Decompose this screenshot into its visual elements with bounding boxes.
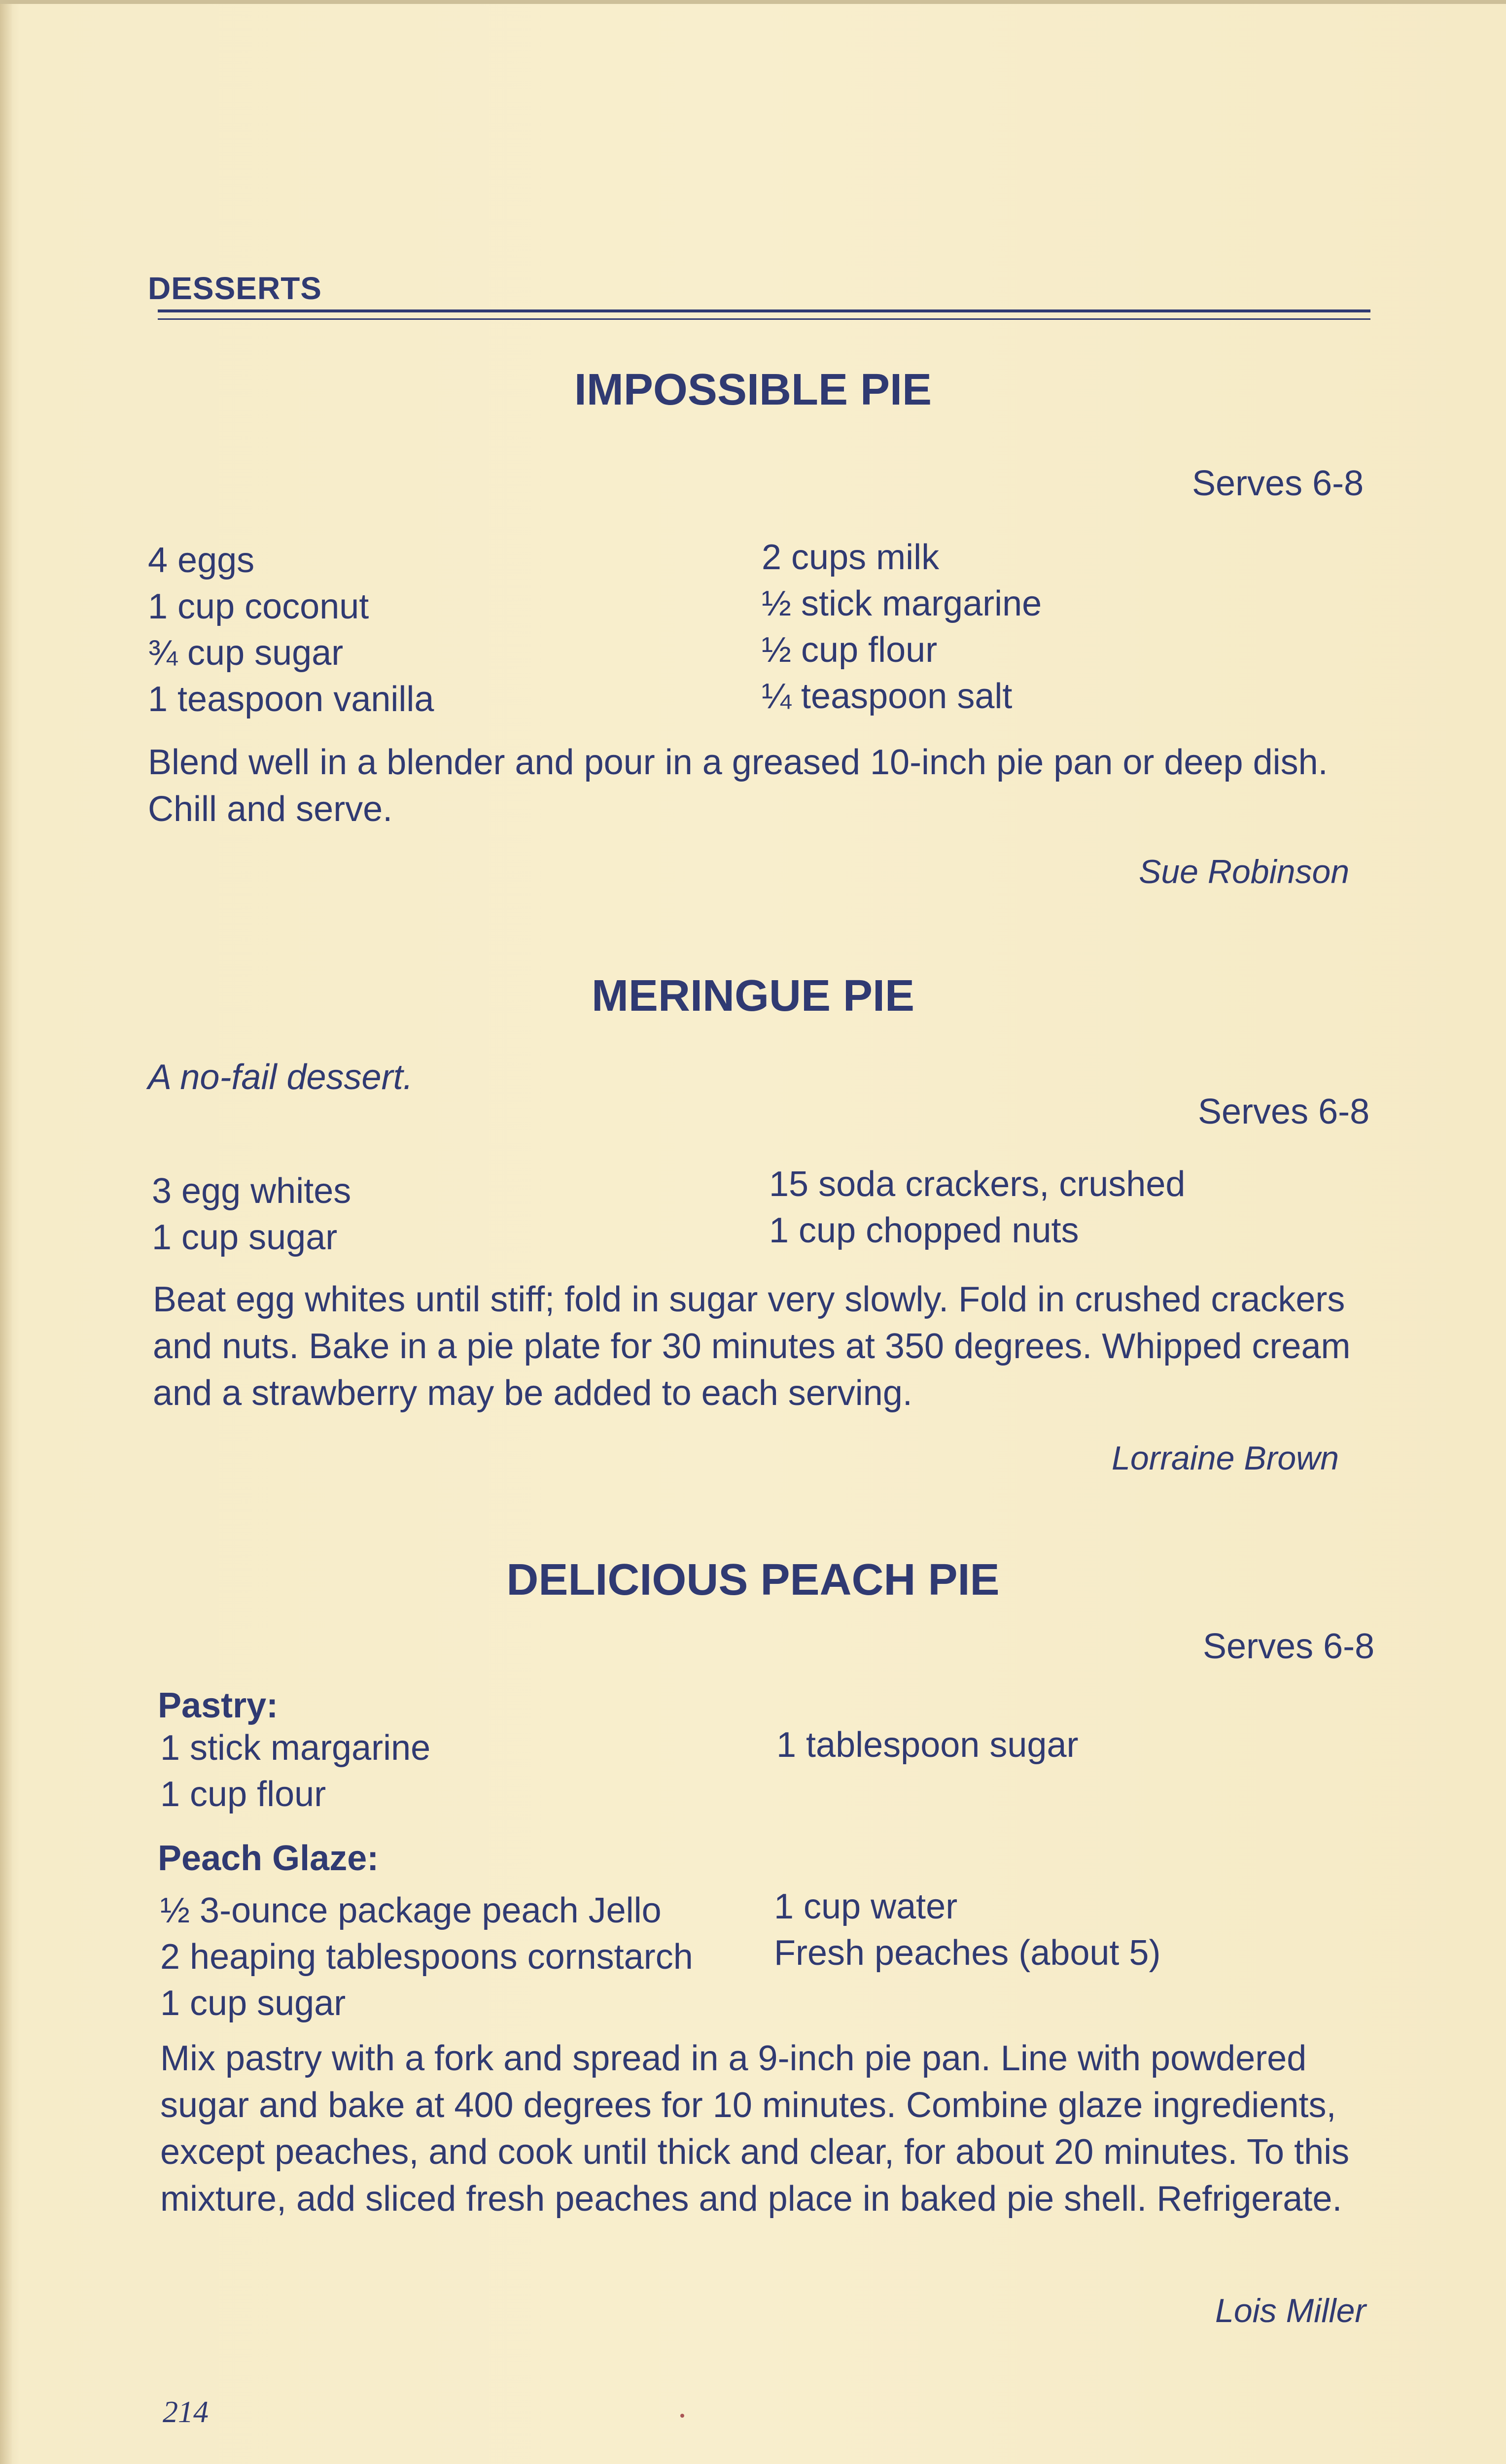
ingredient-item: ¾ cup sugar	[148, 633, 344, 673]
pastry-heading: Pastry:	[158, 1686, 279, 1725]
glaze-ingredients-right	[774, 1883, 1160, 1976]
ingredient-item: 4 eggs	[148, 541, 255, 580]
recipe-title-peach-pie: DELICIOUS PEACH PIE	[506, 1555, 1000, 1605]
ingredient-item: 3 egg whites	[152, 1171, 351, 1211]
section-label: DESSERTS	[148, 271, 322, 306]
ingredient-item: 1 cup sugar	[160, 1984, 346, 2023]
directions-peach-pie: Mix pastry with a fork and spread in a 9-inch pie pan. Line with powdered sugar and bake at 400 degrees for 10 minutes. Combine glaze ingredients, except peaches, and cook until thick and clear, for about 20 minutes. To this mixture, add sliced fresh peaches and place in baked pie shell. Refrigerate.	[160, 2039, 1350, 2219]
ingredient-item: 1 teaspoon vanilla	[148, 680, 434, 719]
ingredients-left-meringue-pie	[152, 1168, 351, 1261]
credit-impossible-pie: Sue Robinson	[1139, 853, 1350, 890]
intro-meringue-pie: A no-fail dessert.	[148, 1058, 413, 1097]
ingredient-item: 1 cup coconut	[148, 587, 369, 626]
ink-speck	[680, 2414, 684, 2418]
credit-peach-pie: Lois Miller	[1215, 2292, 1366, 2329]
ingredients-right-meringue-pie	[769, 1161, 1185, 1254]
ingredient-item: 1 cup sugar	[152, 1218, 338, 1257]
glaze-ingredients-left	[160, 1887, 693, 2026]
directions-meringue-pie: Beat egg whites until stiff; fold in sugar very slowly. Fold in crushed crackers and nuts. Bake in a pie plate for 30 minutes at 350 degrees. Whipped cream and a strawberry may be added to each serving.	[153, 1280, 1351, 1413]
ingredient-item: 15 soda crackers, crushed	[769, 1164, 1186, 1204]
pastry-ingredients-left	[160, 1725, 430, 1817]
serves-impossible-pie: Serves 6-8	[1192, 464, 1364, 503]
ingredient-item: 1 cup water	[774, 1887, 958, 1926]
ingredient-item: 2 heaping tablespoons cornstarch	[160, 1937, 693, 1977]
directions-impossible-pie: Blend well in a blender and pour in a greased 10-inch pie pan or deep dish. Chill and serve.	[148, 743, 1328, 829]
ingredient-item: ½ stick margarine	[762, 584, 1042, 623]
serves-peach-pie: Serves 6-8	[1203, 1627, 1375, 1666]
credit-meringue-pie: Lorraine Brown	[1112, 1439, 1339, 1477]
ingredient-item: 1 tablespoon sugar	[776, 1725, 1079, 1765]
ingredients-left-impossible-pie	[148, 537, 434, 722]
ingredient-item: Fresh peaches (about 5)	[774, 1933, 1161, 1973]
ingredient-item: ½ 3-ounce package peach Jello	[160, 1891, 662, 1930]
recipe-title-impossible-pie: IMPOSSIBLE PIE	[574, 365, 932, 414]
page-top-edge	[0, 0, 1506, 4]
header-rule-top	[158, 309, 1370, 312]
recipe-title-meringue-pie: MERINGUE PIE	[591, 971, 915, 1021]
ingredient-item: 1 cup chopped nuts	[769, 1211, 1079, 1250]
page-number: 214	[163, 2396, 209, 2429]
pastry-ingredients-right	[776, 1722, 1078, 1768]
header-rule-bottom	[158, 318, 1370, 320]
ingredient-item: 2 cups milk	[762, 538, 940, 577]
ingredient-item: 1 stick margarine	[160, 1728, 431, 1768]
ingredient-item: 1 cup flour	[160, 1775, 326, 1814]
glaze-heading: Peach Glaze:	[158, 1839, 379, 1878]
serves-meringue-pie: Serves 6-8	[1198, 1092, 1370, 1131]
ingredient-item: ¼ teaspoon salt	[762, 677, 1013, 716]
ingredient-item: ½ cup flour	[762, 630, 938, 670]
ingredients-right-impossible-pie	[762, 534, 1042, 719]
